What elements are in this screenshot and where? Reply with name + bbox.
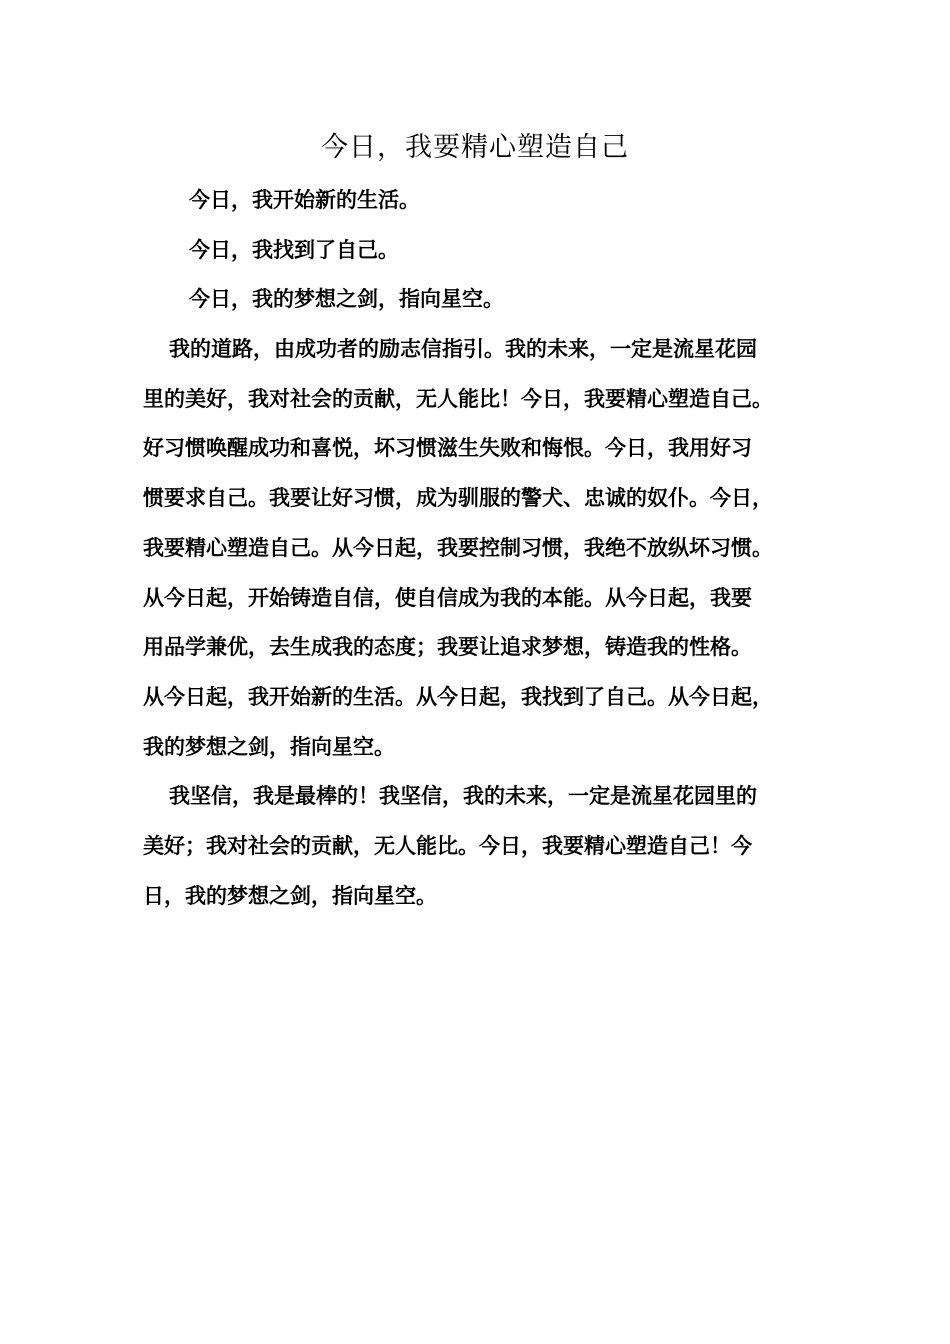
- paragraph-line: 我的道路，由成功者的励志信指引。我的未来，一定是流星花园: [169, 337, 757, 362]
- paragraph-line: 从今日起，我开始新的生活。从今日起，我找到了自己。从今日起，: [143, 684, 773, 709]
- paragraph-1: [143, 325, 811, 772]
- document-title: 今日，我要精心塑造自己: [321, 132, 629, 163]
- paragraph-line: 好习惯唤醒成功和喜悦，坏习惯滋生失败和悔恨。今日，我用好习: [143, 436, 752, 461]
- document-body: [143, 176, 811, 921]
- paragraph-line: 用品学兼优，去生成我的态度；我要让追求梦想，铸造我的性格。: [143, 635, 752, 660]
- paragraph-line: 日，我的梦想之剑，指向星空。: [143, 883, 437, 908]
- paragraph-line: 美好；我对社会的贡献，无人能比。今日，我要精心塑造自己！今: [143, 833, 752, 858]
- paragraph-line: 我坚信，我是最棒的！我坚信，我的未来，一定是流星花园里的: [169, 784, 757, 809]
- paragraph-2: [143, 772, 811, 921]
- paragraph-line: 从今日起，开始铸造自信，使自信成为我的本能。从今日起，我要: [143, 585, 752, 610]
- intro-line: 今日，我开始新的生活。: [189, 188, 420, 212]
- paragraph-line: 里的美好，我对社会的贡献，无人能比！今日，我要精心塑造自己。: [143, 386, 773, 411]
- paragraph-line: 我要精心塑造自己。从今日起，我要控制习惯，我绝不放纵坏习惯。: [143, 535, 773, 560]
- paragraph-line: 我的梦想之剑，指向星空。: [143, 734, 395, 759]
- paragraph-line: 惯要求自己。我要让好习惯，成为驯服的警犬、忠诚的奴仆。今日，: [143, 486, 773, 511]
- intro-line: 今日，我找到了自己。: [189, 237, 399, 262]
- intro-line: 今日，我的梦想之剑，指向星空。: [189, 287, 504, 312]
